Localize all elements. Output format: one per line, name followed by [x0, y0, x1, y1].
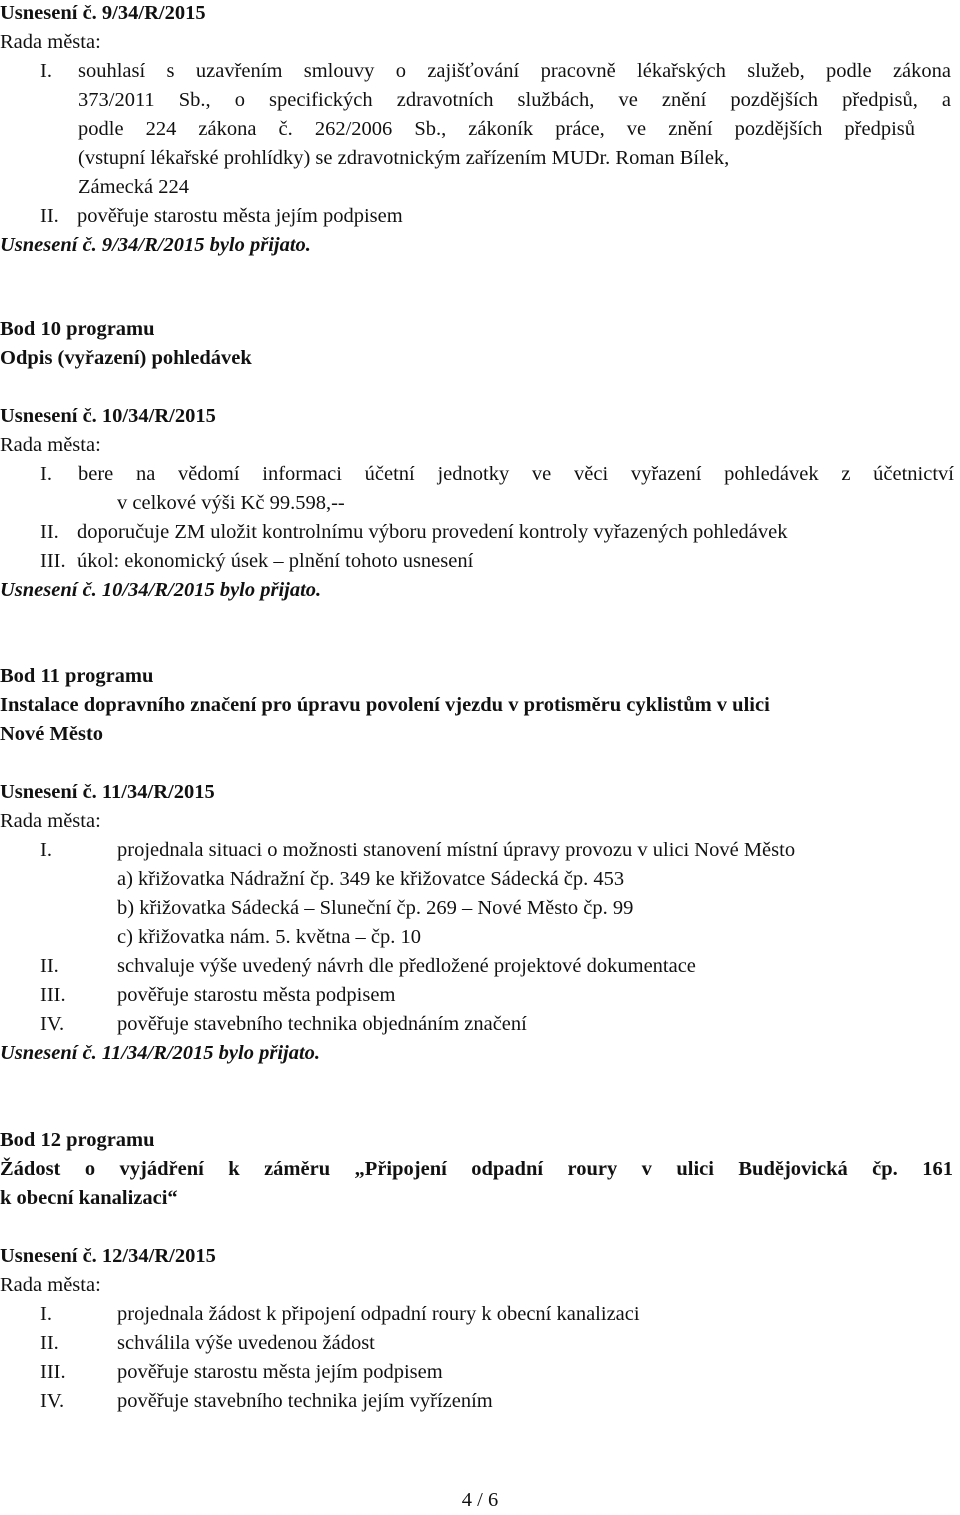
item-text: schvaluje výše uvedený návrh dle předložené projektové dokumentace: [117, 955, 696, 977]
item-text-line: bere na vědomí informaci účetní jednotky ve věci vyřazení pohledávek z účetnictví: [78, 463, 954, 485]
item-text: doporučuje ZM uložit kontrolnímu výboru provedení kontroly vyřazených pohledávek: [77, 521, 788, 543]
item-text: pověřuje starostu města jejím podpisem: [77, 205, 403, 227]
resolution-item-ii: [0, 518, 960, 547]
item-text-line: podle 224 zákona č. 262/2006 Sb., zákoník práce, ve znění pozdějších předpisů: [78, 118, 915, 140]
item-number: I.: [40, 839, 52, 861]
resolution-heading: Usnesení č. 11/34/R/2015: [0, 781, 215, 803]
item-number: I.: [40, 60, 52, 82]
item-text-line: projednala situaci o možnosti stanovení místní úpravy provozu v ulici Nové Město: [117, 839, 796, 861]
agenda-subtitle: Odpis (vyřazení) pohledávek: [0, 347, 252, 369]
agenda-subtitle: Žádost o vyjádření k záměru „Připojení odpadní roury v ulici Budějovická čp. 161: [0, 1158, 953, 1180]
agenda-subtitle: Instalace dopravního značení pro úpravu povolení vjezdu v protisměru cyklistům v ulici: [0, 694, 770, 716]
resolution-item-ii: [0, 952, 960, 981]
item-text-line: a) křižovatka Nádražní čp. 349 ke křižovatce Sádecká čp. 453: [117, 868, 625, 890]
resolution-item-ii: [0, 1329, 960, 1358]
item-number: III.: [40, 1361, 66, 1383]
resolution-item-iv: [0, 1010, 960, 1039]
item-number: III.: [40, 984, 66, 1006]
resolution-9: [0, 0, 960, 260]
resolution-item-iii: [0, 547, 960, 576]
council-label: Rada města:: [0, 31, 101, 53]
resolution-item-iii: [0, 981, 960, 1010]
item-number: I.: [40, 463, 52, 485]
item-text: úkol: ekonomický úsek – plnění tohoto usnesení: [77, 550, 474, 572]
item-text: pověřuje stavebního technika jejím vyřízením: [117, 1390, 493, 1412]
resolution-item-i: [0, 57, 960, 202]
agenda-item-10: [0, 315, 960, 605]
agenda-item-11: [0, 662, 960, 1068]
item-number: II.: [40, 521, 59, 543]
agenda-subtitle: k obecní kanalizaci“: [0, 1187, 178, 1209]
resolution-heading: Usnesení č. 12/34/R/2015: [0, 1245, 216, 1267]
item-text-line: c) křižovatka nám. 5. května – čp. 10: [117, 926, 421, 948]
item-text-line: b) křižovatka Sádecká – Sluneční čp. 269 – Nové Město čp. 99: [117, 897, 634, 919]
page-number: 4 / 6: [461, 1489, 499, 1511]
resolution-item-i: [0, 460, 960, 518]
agenda-title: Bod 11 programu: [0, 665, 154, 687]
item-number: III.: [40, 550, 66, 572]
item-number: IV.: [40, 1390, 65, 1412]
resolution-heading: Usnesení č. 9/34/R/2015: [0, 2, 206, 24]
item-text: pověřuje stavebního technika objednáním značení: [117, 1013, 527, 1035]
resolution-item-ii: [0, 202, 960, 231]
resolution-heading: Usnesení č. 10/34/R/2015: [0, 405, 216, 427]
item-text-line: Zámecká 224: [78, 176, 189, 198]
item-text-line: (vstupní lékařské prohlídky) se zdravotnickým zařízením MUDr. Roman Bílek,: [78, 147, 730, 169]
item-number: II.: [40, 1332, 59, 1354]
resolution-item-iii: [0, 1358, 960, 1387]
item-number: II.: [40, 955, 59, 977]
resolution-result: Usnesení č. 10/34/R/2015 bylo přijato.: [0, 579, 322, 601]
resolution-item-iv: [0, 1387, 960, 1416]
council-label: Rada města:: [0, 810, 101, 832]
item-text-line: v celkové výši Kč 99.598,--: [117, 492, 345, 514]
item-text: projednala žádost k připojení odpadní roury k obecní kanalizaci: [117, 1303, 640, 1325]
item-text: pověřuje starostu města jejím podpisem: [117, 1361, 443, 1383]
resolution-item-i: [0, 1300, 960, 1329]
item-number: I.: [40, 1303, 52, 1325]
item-text: pověřuje starostu města podpisem: [117, 984, 396, 1006]
council-label: Rada města:: [0, 1274, 101, 1296]
resolution-result: Usnesení č. 11/34/R/2015 bylo přijato.: [0, 1042, 321, 1064]
item-number: II.: [40, 205, 59, 227]
item-text: schválila výše uvedenou žádost: [117, 1332, 375, 1354]
council-label: Rada města:: [0, 434, 101, 456]
item-text-line: souhlasí s uzavřením smlouvy o zajišťování pracovně lékařských služeb, podle zákona: [78, 60, 951, 82]
agenda-subtitle: Nové Město: [0, 723, 104, 745]
agenda-title: Bod 10 programu: [0, 318, 155, 340]
item-text-line: 373/2011 Sb., o specifických zdravotních službách, ve znění pozdějších předpisů, a: [78, 89, 951, 111]
item-number: IV.: [40, 1013, 65, 1035]
resolution-item-i: [0, 836, 960, 952]
resolution-result: Usnesení č. 9/34/R/2015 bylo přijato.: [0, 234, 311, 256]
agenda-item-12: [0, 1126, 960, 1416]
agenda-title: Bod 12 programu: [0, 1129, 155, 1151]
